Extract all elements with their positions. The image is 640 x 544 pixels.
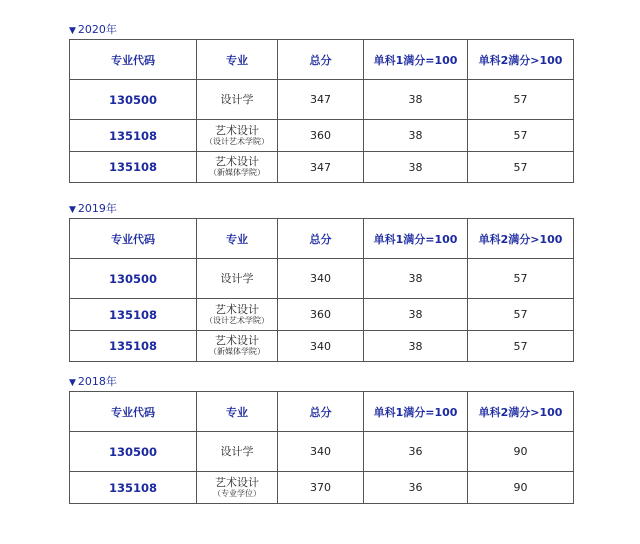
table-row xyxy=(70,259,574,299)
header-subject1: 单科1满分=100 xyxy=(364,40,468,80)
cell-subject1: 38 xyxy=(364,331,468,362)
cell-subject2: 57 xyxy=(468,152,574,183)
cell-subject1: 38 xyxy=(364,80,468,120)
cell-total: 340 xyxy=(278,259,364,299)
header-row xyxy=(70,392,574,432)
cell-major: 设计学 xyxy=(197,259,278,299)
header-code: 专业代码 xyxy=(70,40,197,80)
cell-subject2: 57 xyxy=(468,331,574,362)
score-table-2018 xyxy=(69,391,574,504)
cell-major: 设计学 xyxy=(197,80,278,120)
year-heading: ▼ 2019年 xyxy=(69,202,117,215)
cell-code: 130500 xyxy=(70,432,197,472)
cell-subject2: 57 xyxy=(468,120,574,152)
header-row xyxy=(70,40,574,80)
cell-code: 135108 xyxy=(70,472,197,504)
header-major: 专业 xyxy=(197,219,278,259)
header-total: 总分 xyxy=(278,40,364,80)
cell-code: 130500 xyxy=(70,80,197,120)
header-code: 专业代码 xyxy=(70,219,197,259)
cell-major: 艺术设计 （新媒体学院） xyxy=(197,152,278,183)
cell-subject2: 57 xyxy=(468,80,574,120)
table-row xyxy=(70,152,574,183)
cell-major: 艺术设计 （设计艺术学院） xyxy=(197,299,278,331)
cell-total: 340 xyxy=(278,432,364,472)
score-table-2019 xyxy=(69,218,574,362)
cell-subject2: 57 xyxy=(468,299,574,331)
cell-total: 370 xyxy=(278,472,364,504)
cell-major: 艺术设计 （新媒体学院） xyxy=(197,331,278,362)
cell-subject1: 36 xyxy=(364,472,468,504)
cell-subject1: 38 xyxy=(364,259,468,299)
cell-total: 340 xyxy=(278,331,364,362)
triangle-down-icon: ▼ xyxy=(69,26,76,36)
table-row xyxy=(70,80,574,120)
table-row xyxy=(70,299,574,331)
table-row xyxy=(70,120,574,152)
cell-major: 艺术设计 （设计艺术学院） xyxy=(197,120,278,152)
score-table-2020 xyxy=(69,39,574,183)
cell-total: 347 xyxy=(278,80,364,120)
cell-code: 135108 xyxy=(70,152,197,183)
header-subject2: 单科2满分>100 xyxy=(468,40,574,80)
year-heading: ▼ 2020年 xyxy=(69,23,117,36)
header-row xyxy=(70,219,574,259)
cell-total: 360 xyxy=(278,120,364,152)
header-subject2: 单科2满分>100 xyxy=(468,219,574,259)
cell-subject2: 57 xyxy=(468,259,574,299)
year-heading: ▼ 2018年 xyxy=(69,375,117,388)
header-major: 专业 xyxy=(197,40,278,80)
table-row xyxy=(70,432,574,472)
cell-subject1: 38 xyxy=(364,152,468,183)
cell-subject2: 90 xyxy=(468,432,574,472)
header-subject1: 单科1满分=100 xyxy=(364,219,468,259)
triangle-down-icon: ▼ xyxy=(69,205,76,215)
cell-code: 135108 xyxy=(70,299,197,331)
cell-code: 135108 xyxy=(70,120,197,152)
cell-subject1: 38 xyxy=(364,120,468,152)
table-row xyxy=(70,472,574,504)
cell-total: 360 xyxy=(278,299,364,331)
table-row xyxy=(70,331,574,362)
cell-major: 设计学 xyxy=(197,432,278,472)
cell-code: 135108 xyxy=(70,331,197,362)
cell-subject1: 36 xyxy=(364,432,468,472)
header-subject2: 单科2满分>100 xyxy=(468,392,574,432)
header-code: 专业代码 xyxy=(70,392,197,432)
cell-subject2: 90 xyxy=(468,472,574,504)
header-subject1: 单科1满分=100 xyxy=(364,392,468,432)
cell-subject1: 38 xyxy=(364,299,468,331)
triangle-down-icon: ▼ xyxy=(69,378,76,388)
header-total: 总分 xyxy=(278,219,364,259)
header-total: 总分 xyxy=(278,392,364,432)
cell-total: 347 xyxy=(278,152,364,183)
cell-major: 艺术设计 （专业学位） xyxy=(197,472,278,504)
cell-code: 130500 xyxy=(70,259,197,299)
header-major: 专业 xyxy=(197,392,278,432)
